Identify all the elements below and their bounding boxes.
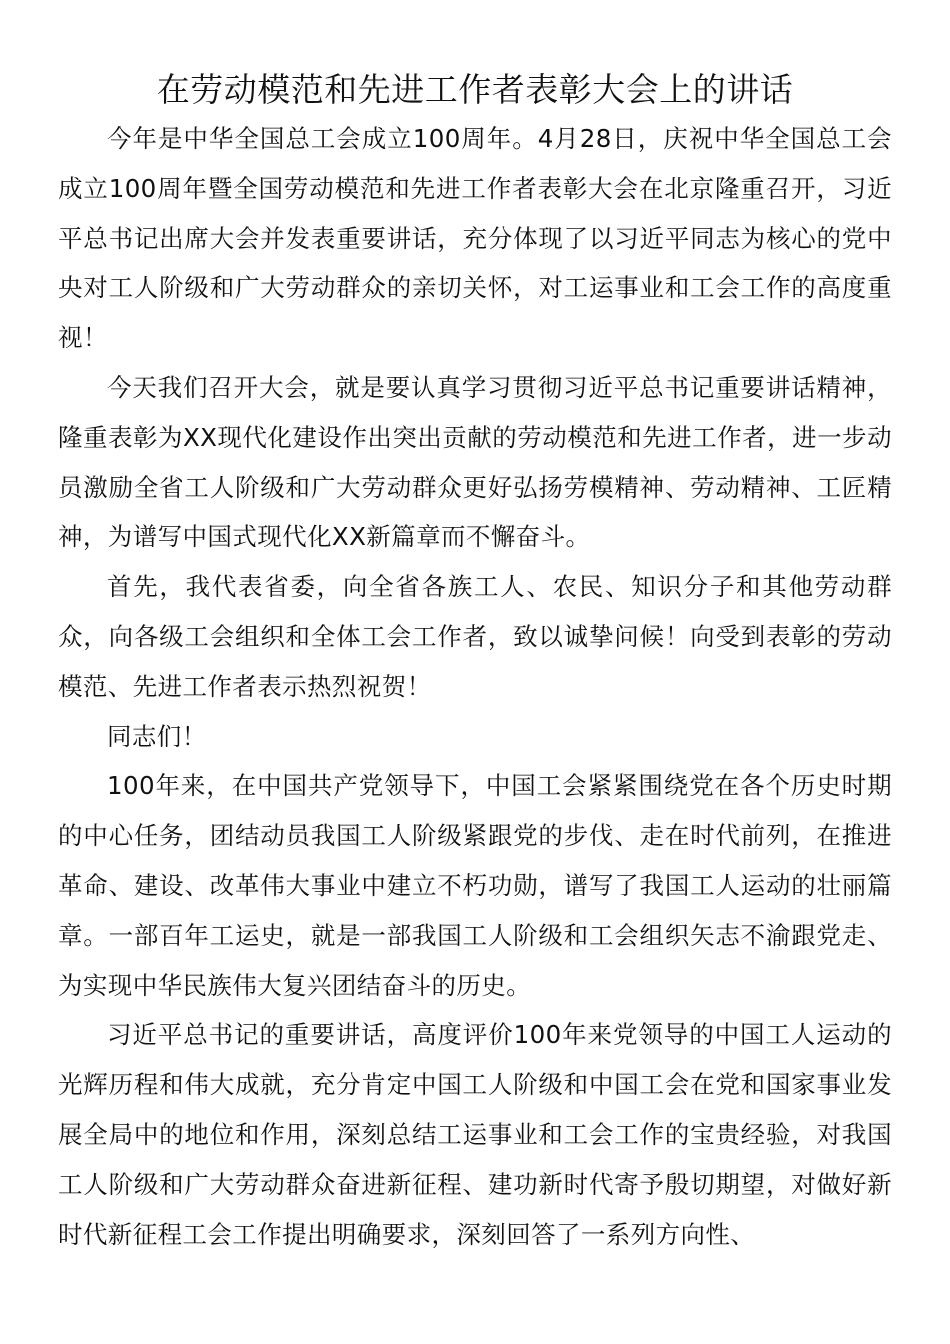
paragraph: 习近平总书记的重要讲话，高度评价100年来党领导的中国工人运动的光辉历程和伟大成就，充分肯定中国工人阶级和中国工会在党和国家事业发展全局中的地位和作用，深刻总结工运事业和工会工作的宝贵经验，对我国工人阶级和广大劳动群众奋进新征程、建功新时代寄予殷切期望，对做好新时代新征程工会工作提出明确要求，深刻回答了一系列方向性、 <box>58 1020 892 1249</box>
paragraph: 同志们！ <box>107 721 207 751</box>
paragraph: 首先，我代表省委，向全省各族工人、农民、知识分子和其他劳动群众，向各级工会组织和全体工会工作者，致以诚挚问候！向受到表彰的劳动模范、先进工作者表示热烈祝贺！ <box>58 572 892 701</box>
paragraph: 今天我们召开大会，就是要认真学习贯彻习近平总书记重要讲话精神，隆重表彰为XX现代化建设作出突出贡献的劳动模范和先进工作者，进一步动员激励全省工人阶级和广大劳动群众更好弘扬劳模精神、劳动精神、工匠精神，为谱写中国式现代化XX新篇章而不懈奋斗。 <box>58 372 892 552</box>
paragraph: 今年是中华全国总工会成立100周年。4月28日，庆祝中华全国总工会成立100周年暨全国劳动模范和先进工作者表彰大会在北京隆重召开，习近平总书记出席大会并发表重要讲话，充分体现了以习近平同志为核心的党中央对工人阶级和广大劳动群众的亲切关怀，对工运事业和工会工作的高度重视！ <box>58 124 892 353</box>
document-title: 在劳动模范和先进工作者表彰大会上的讲话 <box>156 70 794 109</box>
document-body <box>58 114 892 1259</box>
paragraph: 100年来，在中国共产党领导下，中国工会紧紧围绕党在各个历史时期的中心任务，团结动员我国工人阶级紧跟党的步伐、走在时代前列，在推进革命、建设、改革伟大事业中建立不朽功勋，谱写了我国工人运动的壮丽篇章。一部百年工运史，就是一部我国工人阶级和工会组织矢志不渝跟党走、为实现中华民族伟大复兴团结奋斗的历史。 <box>58 771 892 1000</box>
